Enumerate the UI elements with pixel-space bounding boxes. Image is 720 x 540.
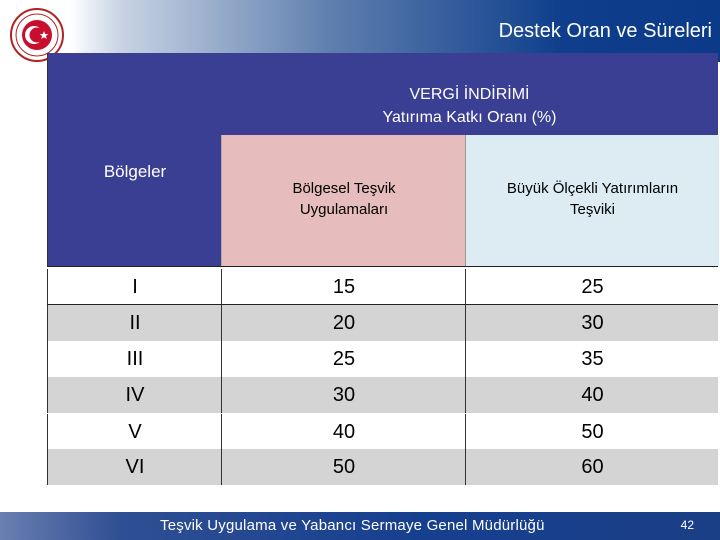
regional-rate-cell: 20 [221, 305, 466, 341]
large-scale-rate-cell: 50 [465, 414, 719, 450]
regional-rate-cell: 15 [221, 269, 466, 305]
region-cell: IV [47, 377, 222, 413]
footer-text: Teşvik Uygulama ve Yabancı Sermaye Genel Müdürlüğü [160, 517, 545, 534]
regional-rate-cell: 50 [221, 449, 466, 485]
group-header-cell [221, 53, 718, 135]
table-row [47, 414, 718, 450]
column-header-large-scale-line1: Büyük Ölçekli Yatırımların [506, 180, 679, 197]
column-header-large-scale [465, 135, 719, 266]
table-row [47, 305, 718, 341]
page-title: Destek Oran ve Süreleri [498, 20, 712, 42]
page-number: 42 [680, 518, 694, 532]
column-header-regional-line2: Uygulamaları [299, 201, 389, 218]
column-header-regional [221, 135, 466, 266]
table-row [47, 449, 718, 485]
table-row [47, 377, 718, 413]
large-scale-rate-cell: 40 [465, 377, 719, 413]
regional-rate-cell: 40 [221, 414, 466, 450]
table-row [47, 269, 718, 305]
region-cell: VI [47, 449, 222, 485]
column-header-large-scale-line2: Teşviki [569, 201, 615, 218]
group-title: VERGİ İNDİRİMİ [409, 86, 530, 103]
table-row [47, 341, 718, 377]
column-header-regional-line1: Bölgesel Teşvik [292, 180, 396, 197]
regional-rate-cell: 30 [221, 377, 466, 413]
large-scale-rate-cell: 35 [465, 341, 719, 377]
row-header-label: Bölgeler [103, 162, 167, 181]
regional-rate-cell: 25 [221, 341, 466, 377]
group-subtitle: Yatırıma Katkı Oranı (%) [382, 109, 557, 126]
region-cell: I [47, 269, 222, 305]
region-cell: V [47, 414, 222, 450]
large-scale-rate-cell: 25 [465, 269, 719, 305]
footer-bar [0, 512, 720, 540]
large-scale-rate-cell: 30 [465, 305, 719, 341]
large-scale-rate-cell: 60 [465, 449, 719, 485]
table-rule [47, 266, 718, 267]
row-header-cell [47, 53, 222, 266]
region-cell: III [47, 341, 222, 377]
region-cell: II [47, 305, 222, 341]
